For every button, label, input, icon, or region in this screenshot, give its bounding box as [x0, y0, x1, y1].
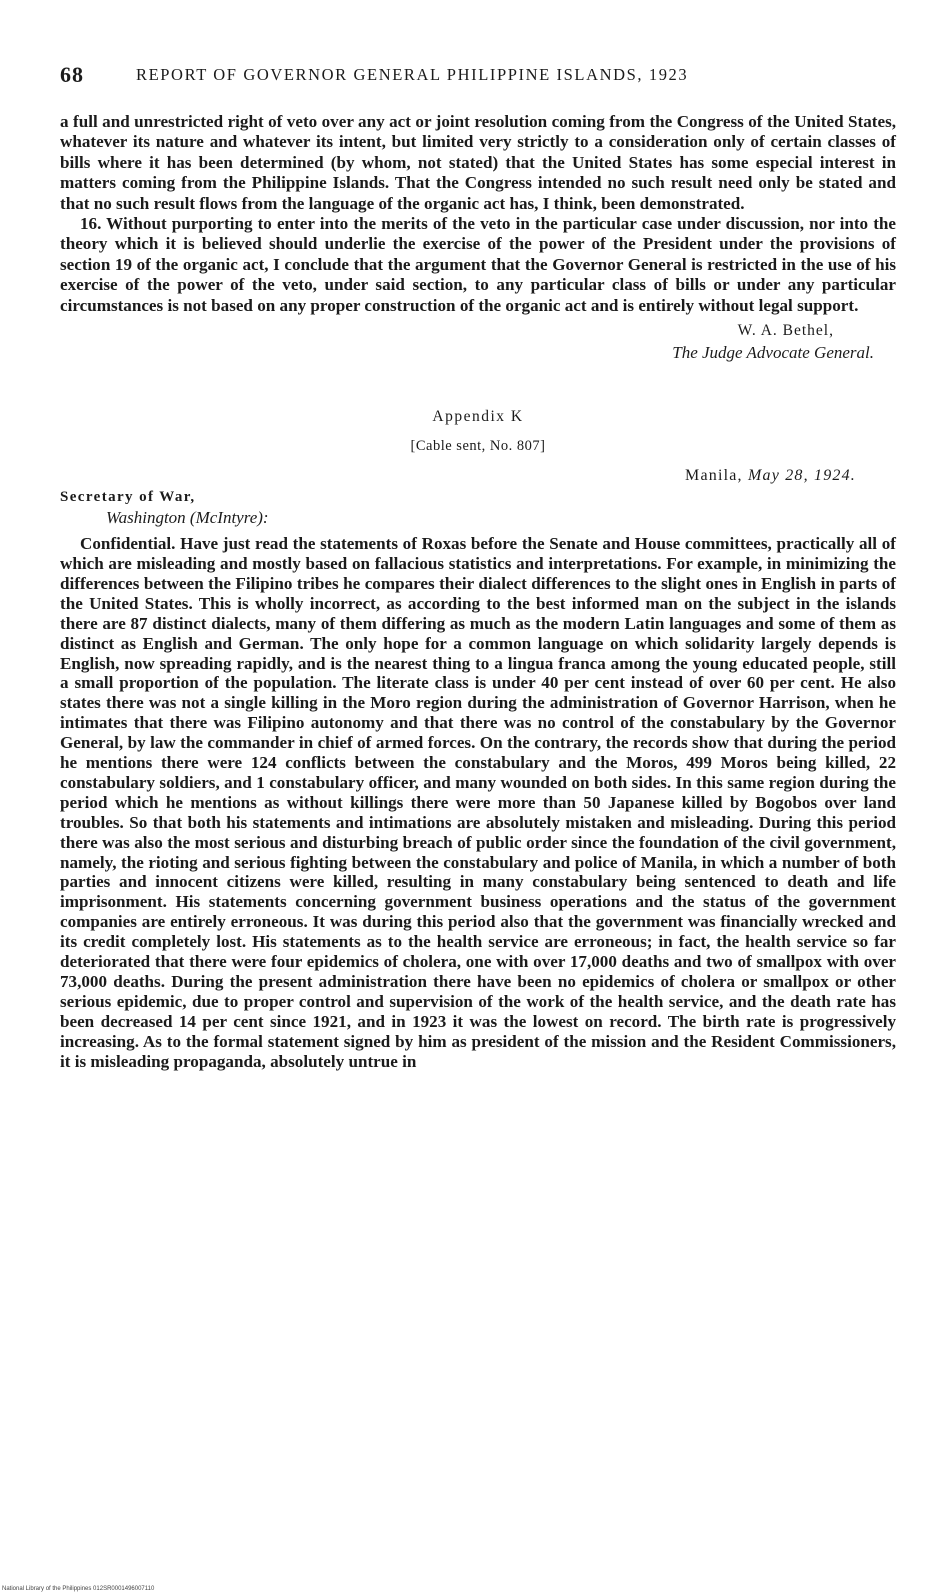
running-title: REPORT OF GOVERNOR GENERAL PHILIPPINE ISLANDS, 1923 — [136, 65, 689, 84]
cable-body: Confidential. Have just read the statements of Roxas before the Senate and House committees, practically all of which are misleading and mostly based on fallacious statistics and interpretations. For example, in minimizing the differences between the Filipino tribes he compares their dialect differences to the slight ones in English in parts of the United States. This is wholly incorrect, as according to the best informed man on the subject in the islands there are 87 distinct dialects, many of them differing as much as the modern Latin languages and some of them as distinct as English and German. The only hope for a common language on which solidarity largely depends is English, now spreading rapidly, and is the nearest thing to a lingua franca among the young educated people, still a small proportion of the population. The literate class is under 40 per cent instead of over 60 per cent. He also states there was not a single killing in the Moro region during the administration of Governor Harrison, when he intimates that there was Filipino autonomy and that there was no control of the constabulary by the Governor General, by law the commander in chief of armed forces. On the contrary, the records show that during the period he mentions there were 124 conflicts between the constabulary and the Moros, 499 Moros being killed, 22 constabulary soldiers, and 1 constabulary officer, and many wounded on both sides. In this same region during the period which he mentions as without killings there were more than 50 Japanese killed by Bogobos over land troubles. So that both his statements and intimations are absolutely mistaken and misleading. During this period there was also the most serious and disturbing breach of public order since the foundation of the civil government, namely, the rioting and serious fighting between the constabulary and police of Manila, in which a number of both parties and innocent citizens were killed, resulting in many constabulary being sentenced to death and life imprisonment. His statements concerning government business operations and the status of the government companies are entirely erroneous. It was during this period also that the government was financially wrecked and its credit completely lost. His statements as to the health service are erroneous; in fact, the health service so far deteriorated that there were four epidemics of cholera, one with over 17,000 deaths and two of smallpox with over 73,000 deaths. During the present administration there have been no epidemics of cholera or smallpox or other serious epidemic, due to proper control and supervision of the work of the health service, and the death rate has been decreased 14 per cent since 1921, and in 1923 it was the lowest on record. The birth rate is progressively increasing. As to the formal statement signed by him as president of the mission and the Resident Commissioners, it is misleading propaganda, absolutely untrue in — [60, 534, 896, 1071]
library-footer: National Library of the Philippines 012SR0001496007110 — [2, 1586, 155, 1592]
appendix-heading: Appendix K — [432, 408, 524, 426]
running-header — [60, 62, 896, 90]
place-date-line — [60, 467, 896, 485]
cable-reference: [Cable sent, No. 807] — [410, 438, 546, 455]
page-number: 68 — [60, 62, 84, 87]
paragraph-continuation: a full and unrestricted right of veto over any act or joint resolution coming from the Congress of the United States, whatever its nature and whatever its intent, but limited very strictly to a consideration only of certain classes of bills where it has been determined (by whom, not stated) that the United States has some especial interest in matters coming from the Philippine Islands. That the Congress intended no such result need only be stated and that no such result flows from the language of the organic act has, I think, been demonstrated. — [60, 112, 896, 213]
place: Manila, — [685, 467, 743, 485]
date: May 28, 1924. — [747, 467, 856, 485]
paragraph-16: 16. Without purporting to enter into the merits of the veto in the particular case under discussion, nor into the theory which it is believed should underlie the exercise of the power of the President under the provisions of section 19 of the organic act, I conclude that the argument that the Governor General is restricted in the use of his exercise of the power of the veto, under said section, to any particular class of bills or under any particular circumstances is not based on any proper construction of the organic act and is entirely without legal support. — [60, 214, 896, 315]
addressee-location: Washington (McIntyre): — [106, 508, 269, 528]
signature-title: The Judge Advocate General. — [672, 343, 874, 363]
addressee: Secretary of War, — [60, 489, 196, 506]
signature-block — [60, 320, 896, 364]
signature-name: W. A. Bethel, — [737, 322, 834, 340]
document-page — [60, 62, 896, 1072]
